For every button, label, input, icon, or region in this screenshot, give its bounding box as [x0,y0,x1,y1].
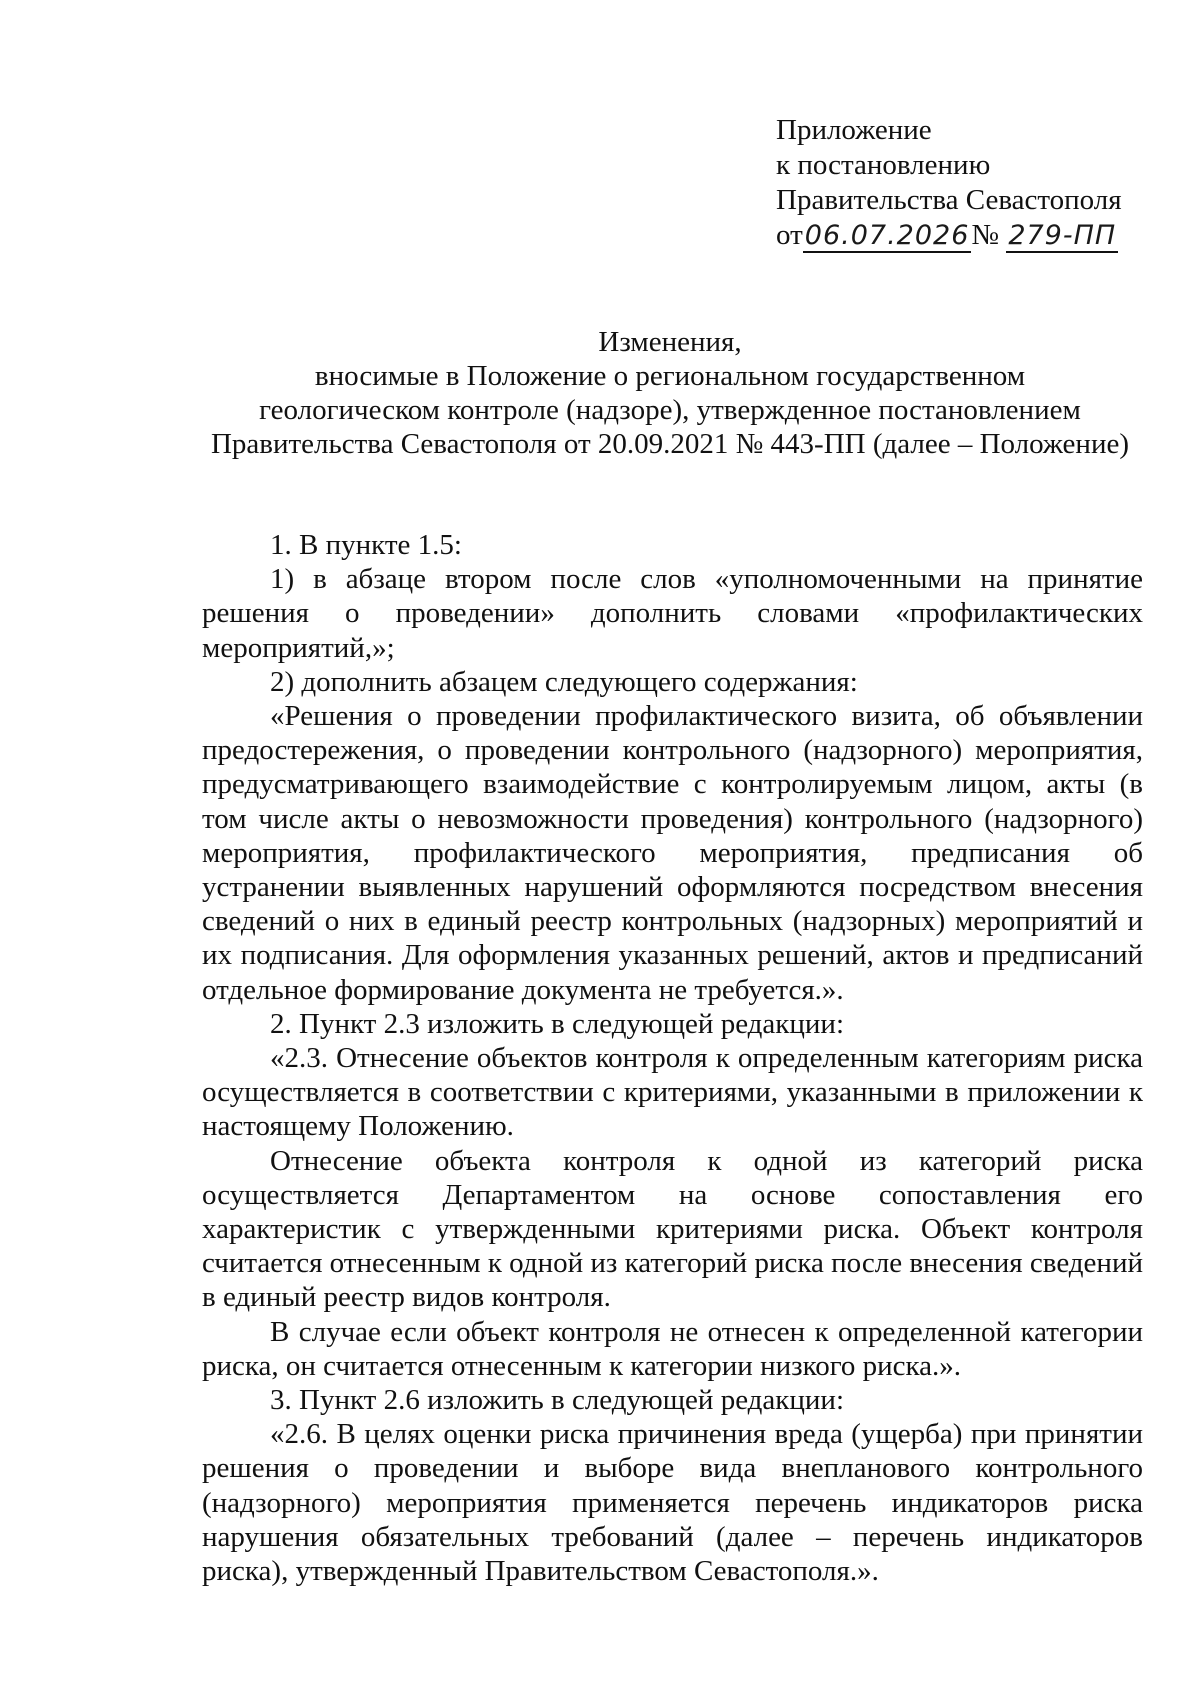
paragraph-7: Отнесение объекта контроля к одной из категорий риска осуществляется Департаментом на основе сопоставления его характеристик с утвержденными критериями риска. Объект контроля считается отнесенным к одной из категорий риска после внесения сведений в единый реестр видов контроля. [202,1144,1143,1314]
handwritten-number: 279-ПП [1008,220,1117,251]
paragraph-8: В случае если объект контроля не отнесен к определенной категории риска, он считается отнесенным к категории низкого риска.». [202,1315,1143,1382]
paragraph-4: «Решения о проведении профилактического визита, об объявлении предостережения, о проведении контрольного (надзорного) мероприятия, предусматривающего взаимодействие с контролируемым лицом, акты (в том числе акты о невозможности проведения) контрольного (надзорного) мероприятия, профилактического мероприятия, предписания об устранении выявленных нарушений оформляются посредством внесения сведений о них в единый реестр контрольных (надзорных) мероприятий и их подписания. Для оформления указанных решений, актов и предписаний отдельное формирование документа не требуется.». [202,700,1143,1006]
paragraph-2: 1) в абзаце втором после слов «уполномоченными на принятие решения о проведении» дополнить словами «профилактических мероприятий,»; [202,563,1143,664]
paragraph-6: «2.3. Отнесение объектов контроля к определенным категориям риска осуществляется в соответствии с критериями, указанными в приложении к настоящему Положению. [202,1042,1143,1143]
document-title [190,325,1150,461]
appendix-to-resolution: к постановлению [776,149,991,181]
date-prefix: от [776,219,803,251]
paragraph-10: «2.6. В целях оценки риска причинения вреда (ущерба) при принятии решения о проведении и выборе вида внепланового контрольного (надзорного) мероприятия применяется перечень индикаторов риска нарушения обязательных требований (далее – перечень индикаторов риска), утвержденный Правительством Севастополя.». [202,1418,1143,1588]
appendix-date-line [776,218,1176,253]
number-prefix: № [971,219,1000,251]
appendix-government: Правительства Севастополя [776,184,1122,216]
paragraph-3: 2) дополнить абзацем следующего содержания: [270,665,858,698]
document-body [202,528,1143,1588]
title-line-2: вносимые в Положение о региональном государственном [314,360,1026,392]
paragraph-5: 2. Пункт 2.3 изложить в следующей редакции: [270,1007,845,1040]
paragraph-9: 3. Пункт 2.6 изложить в следующей редакции: [270,1384,845,1417]
appendix-title: Приложение [776,114,932,146]
title-line-1: Изменения, [598,326,742,358]
title-line-3: геологическом контроле (надзоре), утвержденное постановлением [259,394,1081,426]
paragraph-1: 1. В пункте 1.5: [270,529,462,561]
handwritten-date: 06.07.2026 [804,220,970,251]
title-line-4: Правительства Севастополя от 20.09.2021 № 443-ПП (далее – Положение) [210,428,1130,460]
appendix-header [776,113,1176,253]
